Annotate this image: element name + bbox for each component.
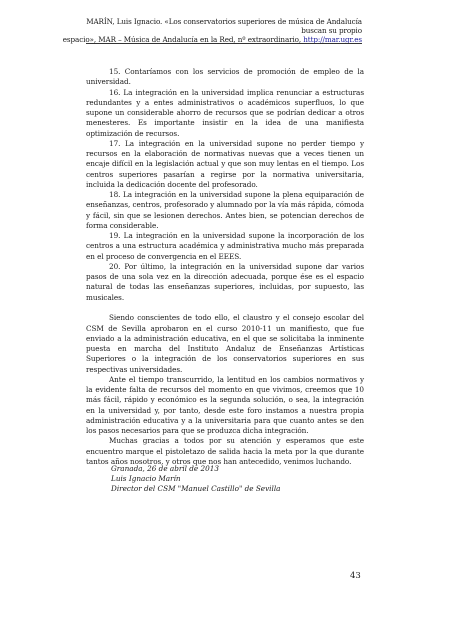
- signature-block: [111, 464, 280, 495]
- paragraph-19: 19. La integración en la universidad supone la incorporación de los centros a una estructura académica y administrativa mucho más preparada en el proceso de convergencia en el EEES.: [86, 231, 364, 261]
- document-body: [86, 67, 364, 467]
- paragraph-integration: Ante el tiempo transcurrido, la lentitud en los cambios normativos y la evidente falta de recursos del momento en que vivimos, creemos que 10 más fácil, rápido y económico es la segunda solución, o sea, la integración en la universidad y, por tanto, desde este foro instamos a nuestra propia administración educativa y a la universitaria para que cuanto antes se den los pasos necesarios para que se produzca dicha integración.: [86, 374, 364, 435]
- signature-name: Luis Ignacio Marín: [111, 474, 181, 484]
- paragraph-manifesto: Siendo conscientes de todo ello, el claustro y el consejo escolar del CSM de Sevilla aprobaron en el curso 2010-11 un manifiesto, que fue enviado a la administración educativa, en el que se solicitaba la inminente puesta en marcha del Instituto Andaluz de Enseñanzas Artísticas Superiores o la integración de los conservatorios superiores en sus respectivas universidades.: [86, 313, 364, 374]
- header-citation-text: espacio», MAR – Música de Andalucía en la Red, nº extraordinario,: [62, 35, 304, 45]
- paragraph-closing: Muchas gracias a todos por su atención y esperamos que este encuentro marque el pistoletazo de salida hacia la meta por la que durante tantos años nosotros, y otros que nos han antecedido, venimos luchando.: [86, 436, 364, 466]
- running-header: [62, 17, 362, 45]
- header-rule: [86, 43, 362, 44]
- paragraph-18: 18. La integración en la universidad supone la plena equiparación de enseñanzas, centros, profesorado y alumnado por la vía más rápida, cómoda y fácil, sin que se lesionen derechos. Antes bien, se potencian derechos de forma considerable.: [86, 190, 364, 230]
- page-number: 43: [350, 571, 361, 581]
- signature-role: Director del CSM "Manuel Castillo" de Sevilla: [111, 484, 281, 494]
- paragraph-20: 20. Por último, la integración en la universidad supone dar varios pasos de una sola vez en la dirección adecuada, porque ése es el espacio natural de todas las enseñanzas superiores, incluidas, por supuesto, las musicales.: [86, 261, 364, 302]
- header-citation-line-1: MARÍN, Luis Ignacio. «Los conservatorios superiores de música de Andalucía buscan su propio: [86, 17, 362, 36]
- paragraph-16: 16. La integración en la universidad implica renunciar a estructuras redundantes y a entes administrativos o académicos superfluos, lo que supone un considerable ahorro de recursos que se podrían dedicar a otros menesteres. Es importante insistir en la idea de una manifiesta optimización de recursos.: [86, 87, 364, 138]
- paragraph-15: 15. Contaríamos con los servicios de promoción de empleo de la universidad.: [86, 67, 364, 87]
- journal-link[interactable]: http://mar.ugr.es: [303, 35, 362, 45]
- signature-place-date: Granada, 26 de abril de 2013: [111, 464, 219, 473]
- paragraph-17: 17. La integración en la universidad supone no perder tiempo y recursos en la elaboración de normativas nuevas que a veces tienen un encaje difícil en la legislación actual y que son muy lentas en el tiempo. Los centros superiores pasarían a regirse por la normativa universitaria, incluida la dedicación docente del profesorado.: [86, 138, 364, 189]
